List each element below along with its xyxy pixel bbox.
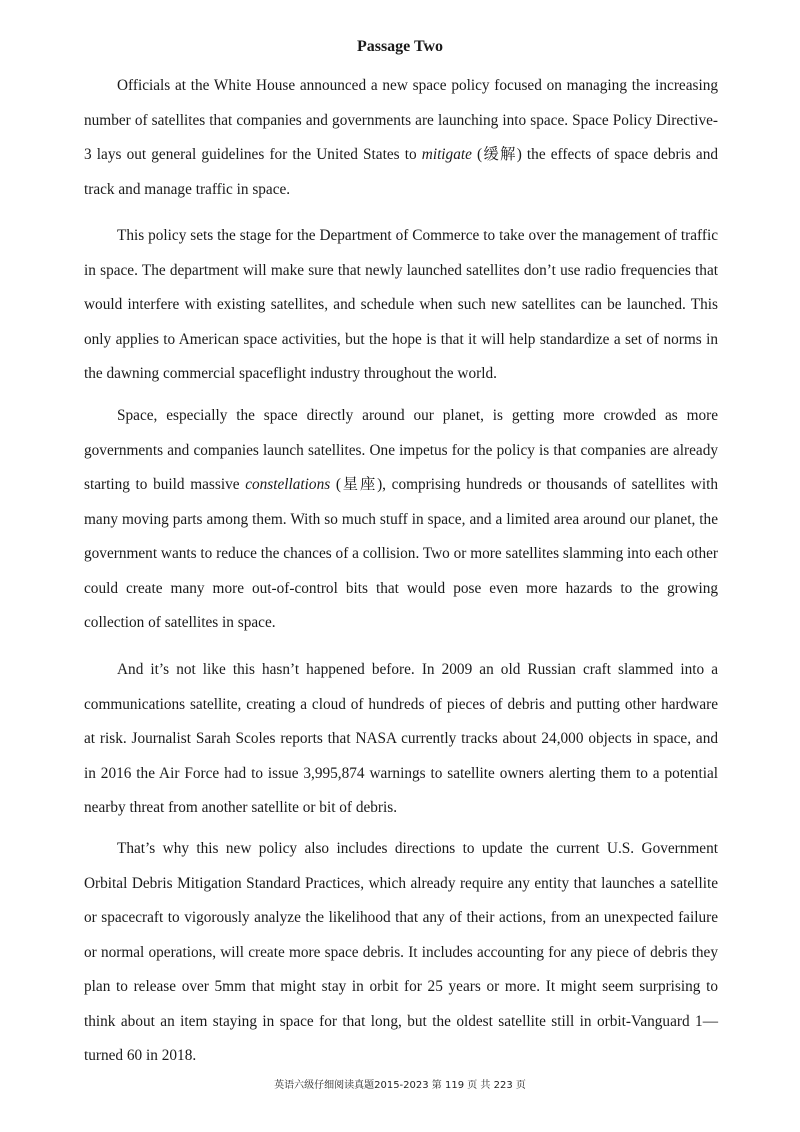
paragraph-3-text-b: (星座), comprising hundreds or thousands of satellites with many moving parts among them. With so much stuff in space, and a limited area around our planet, the government wants to reduce the chances of a collision. Two or more satellites slamming into each other could create many more out-of-control bits that would pose even more hazards to the growing collection of satellites in space. [84,476,719,631]
term-mitigate: mitigate [421,146,472,163]
paragraph-3-text-a: Space, especially the space directly around our planet, is getting more crowded as more governments and companies launch satellites. One impetus for the policy is that companies are already starting to build massive [84,407,718,493]
paragraph-1-text-a: Officials at the White House announced a new space policy focused on managing the increasing number of satellites that companies and governments are launching into space. Space Policy Directive-3 lays out general guidelines for the United States to [84,77,718,163]
paragraph-1 [84,69,718,207]
page-footer: 英语六级仔细阅读真题2015-2023 第 119 页 共 223 页 [274,1080,526,1091]
term-constellations: constellations [245,476,331,493]
paragraph-5: That’s why this new policy also includes directions to update the current U.S. Government Orbital Debris Mitigation Standard Practices, which already require any entity that launches a satellite or spacecraft to vigorously analyze the likelihood that any of their actions, from an unexpected failure or normal operations, will create more space debris. It includes accounting for any piece of debris they plan to release over 5mm that might stay in orbit for 25 years or more. It might seem surprising to think about an item staying in space for that long, but the oldest satellite still in orbit-Vanguard 1—turned 60 in 2018. [84,840,718,1064]
paragraph-4: And it’s not like this hasn’t happened before. In 2009 an old Russian craft slammed into a communications satellite, creating a cloud of hundreds of pieces of debris and putting other hardware at risk. Journalist Sarah Scoles reports that NASA currently tracks about 24,000 objects in space, and in 2016 the Air Force had to issue 3,995,874 warnings to satellite owners alerting them to a potential nearby threat from another satellite or bit of debris. [84,661,718,816]
paragraph-1-text-b: (缓解) the effects of space debris and track and manage traffic in space. [84,146,719,198]
paragraph-2: This policy sets the stage for the Department of Commerce to take over the management of traffic in space. The department will make sure that newly launched satellites don’t use radio frequencies that would interfere with existing satellites, and schedule when such new satellites can be launched. This only applies to American space activities, but the hope is that it will help standardize a set of norms in the dawning commercial spaceflight industry throughout the world. [84,227,718,382]
paragraph-3 [84,399,718,641]
passage-title: Passage Two [356,38,444,55]
